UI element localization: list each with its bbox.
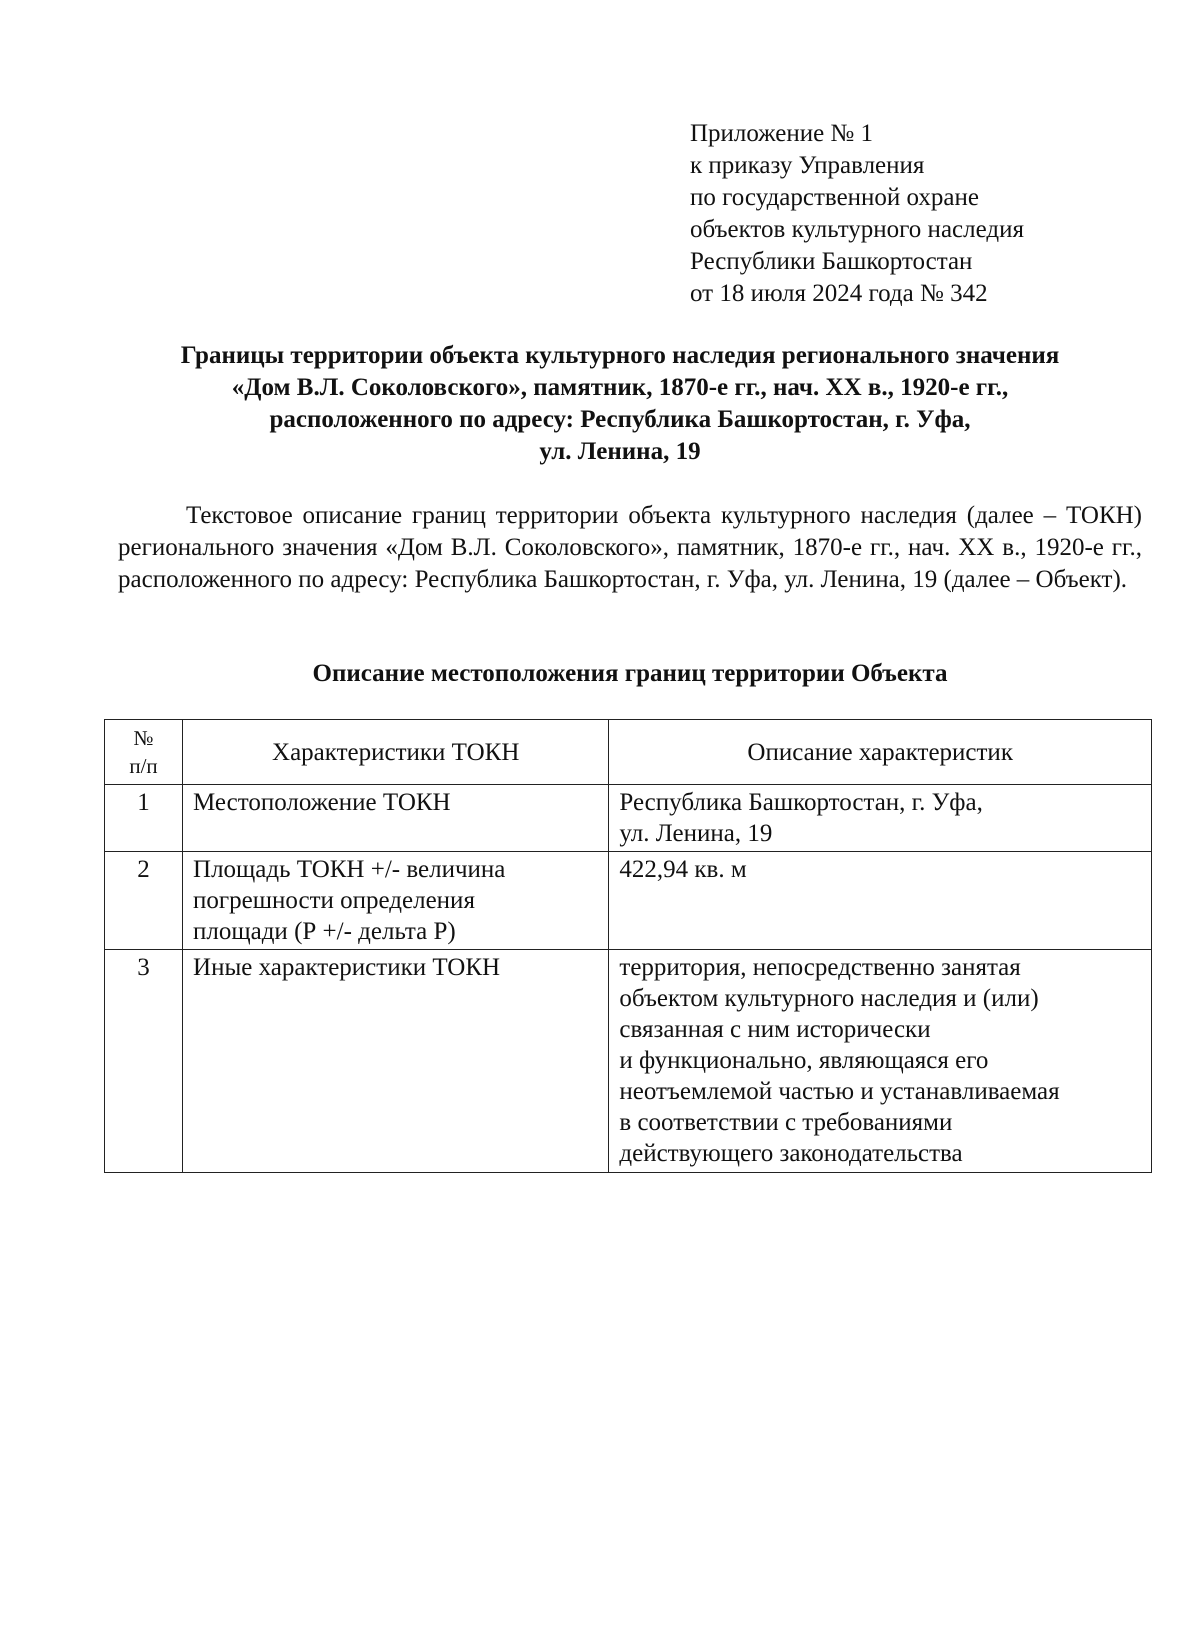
cell-line: объектом культурного наследия и (или) <box>619 985 1039 1012</box>
appendix-line: Республики Башкортостан <box>690 248 973 275</box>
title-line: «Дом В.Л. Соколовского», памятник, 1870-е гг., нач. XX в., 1920-е гг., <box>231 374 1009 401</box>
appendix-line: к приказу Управления <box>690 152 925 179</box>
intro-paragraph: Текстовое описание границ территории объекта культурного наследия (далее – ТОКН) регионального значения «Дом В.Л. Соколовского», памятник, 1870-е гг., нач. XX в., 1920-е гг., расположенного по адресу: Республика Башкортостан, г. Уфа, ул. Ленина, 19 (далее – Объект). <box>118 502 1142 593</box>
table-row <box>105 852 1152 950</box>
cell-line: в соответствии с требованиями <box>619 1109 953 1136</box>
row-number: 2 <box>105 852 183 950</box>
appendix-line: объектов культурного наследия <box>690 216 1024 243</box>
appendix-line: по государственной охране <box>690 184 980 211</box>
table-header-row <box>105 720 1152 785</box>
cell-line: неотъемлемой частью и устанавливаемая <box>619 1078 1060 1105</box>
table-row <box>105 950 1152 1173</box>
section-subtitle: Описание местоположения границ территории Объекта <box>312 660 948 687</box>
cell-line: территория, непосредственно занятая <box>619 954 1021 981</box>
cell-line: 422,94 кв. м <box>619 856 747 883</box>
title-line: ул. Ленина, 19 <box>539 438 701 465</box>
cell-line: ул. Ленина, 19 <box>619 820 773 847</box>
document-title <box>100 340 1140 468</box>
header-description: Описание характеристик <box>609 720 1152 785</box>
cell-line: площади (Р +/- дельта Р) <box>193 918 456 945</box>
cell-line: связанная с ним исторически <box>619 1016 931 1043</box>
row-number: 1 <box>105 785 183 852</box>
row-description <box>609 950 1152 1173</box>
header-number-line: № <box>133 726 154 750</box>
cell-line: действующего законодательства <box>619 1140 963 1167</box>
header-number-line: п/п <box>129 754 158 778</box>
cell-line: Площадь ТОКН +/- величина <box>193 856 506 883</box>
appendix-line: от 18 июля 2024 года № 342 <box>690 280 988 307</box>
appendix-line: Приложение № 1 <box>690 120 874 147</box>
table-row <box>105 785 1152 852</box>
cell-line: и функционально, являющаяся его <box>619 1047 989 1074</box>
cell-line: Республика Башкортостан, г. Уфа, <box>619 789 983 816</box>
row-characteristic <box>183 950 609 1173</box>
title-line: расположенного по адресу: Республика Башкортостан, г. Уфа, <box>269 406 971 433</box>
row-description <box>609 852 1152 950</box>
header-number <box>105 720 183 785</box>
row-characteristic <box>183 785 609 852</box>
row-description <box>609 785 1152 852</box>
cell-line: Иные характеристики ТОКН <box>193 954 501 981</box>
characteristics-table <box>104 719 1152 1173</box>
row-characteristic <box>183 852 609 950</box>
title-line: Границы территории объекта культурного наследия регионального значения <box>180 342 1060 369</box>
cell-line: Местоположение ТОКН <box>193 789 451 816</box>
cell-line: погрешности определения <box>193 887 475 914</box>
appendix-block <box>690 118 1024 310</box>
header-characteristics: Характеристики ТОКН <box>183 720 609 785</box>
row-number: 3 <box>105 950 183 1173</box>
